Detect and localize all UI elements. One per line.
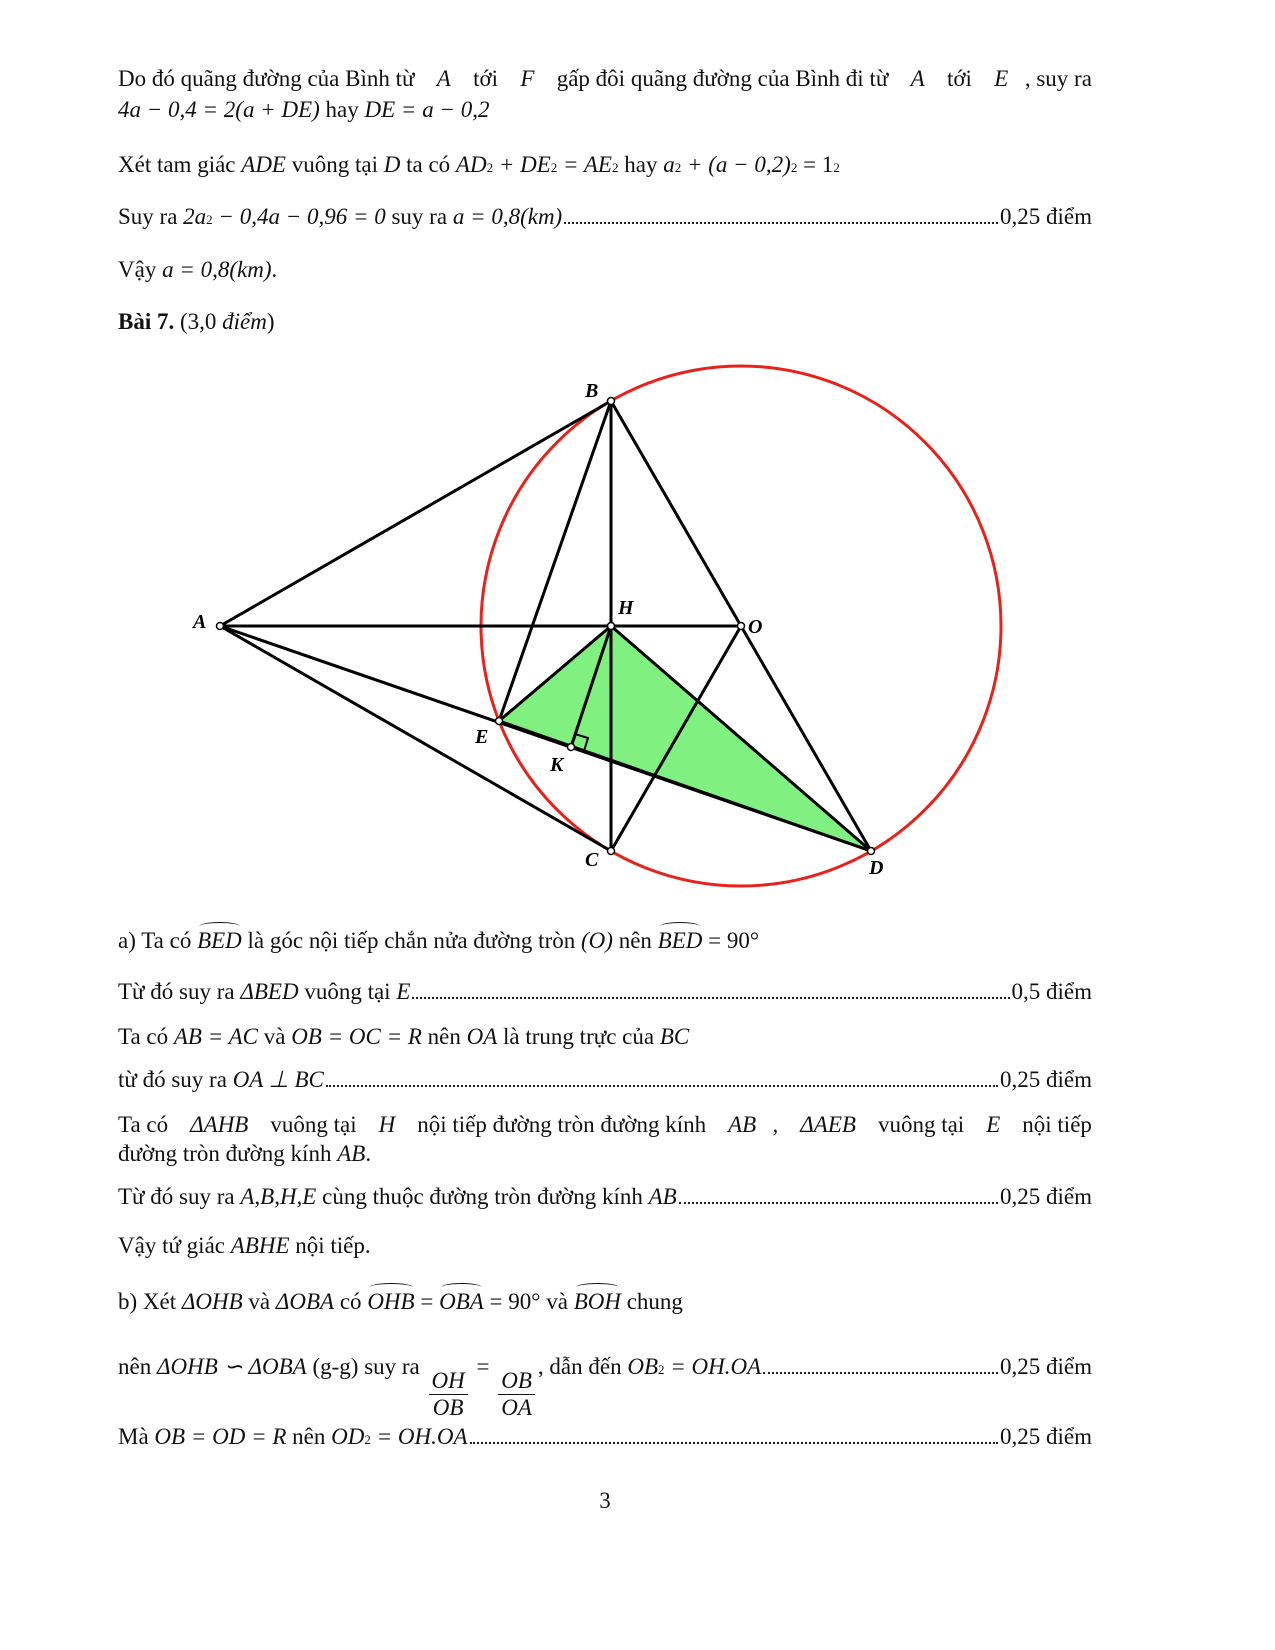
text-segment: đường tròn đường kính [118,1141,338,1166]
math-text: E [396,979,411,1004]
math-text: 4a − 0,4 = 2(a + DE) [118,97,320,122]
math-text: OB [627,1354,658,1379]
text-line [118,204,1092,230]
label-c: C [585,849,599,871]
text-segment: từ đó suy ra [118,1067,233,1092]
text-segment: (3,0 [174,309,223,334]
text-segment: Bài 7. [118,309,175,334]
text-segment: Từ đó suy ra [118,1184,241,1209]
text-segment: 2 [364,1432,371,1447]
text-segment: là góc nội tiếp chắn nửa đường tròn [241,928,581,953]
text-segment: nội tiếp. [289,1233,371,1258]
math-text: ΔOHB [181,1289,243,1314]
text-segment: Từ đó suy ra [118,979,241,1004]
text-segment: suy ra [385,204,453,229]
text-line [118,97,1092,123]
angle-notation: OHB [367,1289,415,1314]
math-text: OB = OD = R [154,1424,287,1449]
text-line [118,1289,1092,1315]
math-text: D [383,152,401,177]
math-text: A,B,H,E [240,1184,317,1209]
text-line [118,1141,1092,1167]
score-label: 0,25 điểm [1000,1424,1092,1449]
math-text: + DE [493,152,551,177]
text-segment: a) Ta có [118,928,198,953]
math-text: BC [659,1024,690,1049]
math-text: OA [466,1024,498,1049]
point-e [496,718,503,725]
math-text: a = 0,8(km) [452,204,563,229]
segment-ad [220,626,871,851]
math-text: OA ⊥ BC [232,1067,324,1092]
text-segment: tới [941,66,978,91]
math-text: DE = a − 0,2 [364,97,490,122]
math-text: = OH.OA [370,1424,468,1449]
text-segment: nội tiếp [1016,1112,1092,1137]
text-line [118,152,1092,178]
math-text: H [378,1112,396,1137]
dot-leader [412,997,1009,999]
score-label: 0,25 điểm [1000,204,1092,229]
text-segment: (g-g) suy ra [306,1354,426,1379]
fraction-numerator: OB [498,1368,535,1395]
math-text: a [663,152,675,177]
dot-leader [470,1442,998,1444]
text-segment: vuông tại [872,1112,970,1137]
text-segment: gấp đôi quãng đường của Bình đi từ [550,66,895,91]
math-text: OD [331,1424,365,1449]
text-segment: vuông tại [285,152,384,177]
label-b: B [585,380,599,402]
text-segment: tới [467,66,504,91]
text-segment: có [334,1289,368,1314]
dot-leader [326,1085,998,1087]
math-text: a = 0,8(km) [162,257,272,282]
math-text: ΔAHB [190,1112,249,1137]
math-text: ΔOBA [275,1289,335,1314]
math-text: điểm [222,309,267,334]
point-o [738,623,745,630]
math-text: 2a [183,204,207,229]
text-line [118,1067,1092,1093]
text-segment: 2 [674,160,682,175]
math-text: = AE [557,152,612,177]
text-segment: , dẫn đến [537,1354,628,1379]
page-number: 3 [599,1488,611,1513]
text-line [118,928,1092,954]
point-k [568,744,575,751]
math-text: OB = OC = R [291,1024,422,1049]
text-segment: chung [620,1289,683,1314]
text-segment: 2 [486,160,494,175]
text-line [118,1112,1092,1138]
text-segment: Ta có [118,1112,174,1137]
text-segment: Vậy [118,257,163,282]
math-text: E [994,66,1009,91]
text-segment: và [242,1289,276,1314]
label-e: E [475,726,489,748]
text-segment: = 90° và [483,1289,574,1314]
text-segment: ta có [400,152,456,177]
text-segment: cùng thuộc đường tròn đường kính [316,1184,649,1209]
math-text: E [986,1112,1001,1137]
math-text: (O) [581,928,613,953]
point-h [608,623,615,630]
dot-leader [763,1372,998,1374]
text-segment: Mà [118,1424,155,1449]
text-line [118,309,1092,335]
text-segment: nên [286,1424,332,1449]
text-segment: nên [118,1354,157,1379]
text-segment: 2 [612,160,619,175]
angle-notation: OBA [439,1289,484,1314]
text-segment: 2 [206,212,213,227]
label-d: D [869,857,884,879]
text-segment: nên [421,1024,467,1049]
segment-ab [220,401,611,626]
math-text: AB = AC [173,1024,258,1049]
text-segment: vuông tại [298,979,397,1004]
text-segment: Ta có [118,1024,174,1049]
fraction-denominator: OA [501,1395,532,1420]
text-line [118,979,1092,1005]
math-text: AB [728,1112,757,1137]
text-segment: và [257,1024,292,1049]
text-segment: = [470,1354,496,1379]
score-label: 0,25 điểm [1000,1354,1092,1379]
score-label: 0,5 điểm [1011,979,1092,1004]
text-segment: , suy ra [1024,66,1092,91]
fraction-numerator: OH [429,1368,468,1395]
text-segment: Vậy tứ giác [118,1233,231,1258]
math-text: AB [648,1184,677,1209]
math-text: ΔBED [240,979,299,1004]
dot-leader [564,222,998,224]
fraction-denominator: OB [432,1395,464,1420]
text-segment: nên [612,928,658,953]
text-segment: . [271,257,278,282]
angle-notation: BOH [573,1289,621,1314]
text-segment: hay [319,97,365,122]
text-segment: b) Xét [118,1289,182,1314]
point-c [608,848,615,855]
score-label: 0,25 điểm [1000,1067,1092,1092]
math-text: ΔAEB [800,1112,856,1137]
text-segment: 2 [833,160,840,175]
text-segment: 2 [790,160,798,175]
score-label: 0,25 điểm [1000,1184,1092,1209]
text-segment: . [365,1141,372,1166]
math-text: AB [337,1141,366,1166]
text-segment: 2 [658,1362,665,1377]
text-segment: , [772,1112,784,1137]
text-line [118,1184,1092,1210]
math-text: F [520,66,535,91]
point-d [868,848,875,855]
math-text: ΔOHB ∽ ΔOBA [156,1354,307,1379]
text-segment: vuông tại [264,1112,363,1137]
math-text: − 0,4a − 0,96 = 0 [212,204,386,229]
label-h: H [618,597,634,619]
math-text: + (a − 0,2) [681,152,791,177]
text-segment: ) [266,309,275,334]
math-text: A [910,66,925,91]
text-line [118,1354,1092,1420]
text-segment: Xét tam giác [118,152,242,177]
angle-notation: BED [657,928,703,953]
text-segment: 2 [550,160,558,175]
fraction [429,1368,468,1421]
text-segment: = [414,1289,440,1314]
point-b [608,398,615,405]
text-line [118,1024,1092,1050]
text-line [118,66,1092,92]
text-segment: = 90° [702,928,760,953]
math-text: AD [455,152,487,177]
text-line [118,257,1092,283]
text-segment: Suy ra [118,204,184,229]
math-text: = OH.OA [664,1354,762,1379]
math-text: ABHE [230,1233,290,1258]
angle-notation: BED [197,928,242,953]
text-segment: là trung trực của [497,1024,660,1049]
label-o: O [748,616,763,638]
text-segment: = 1 [797,152,834,177]
point-a [217,623,224,630]
text-line [118,1233,1092,1259]
label-k: K [550,754,564,776]
text-line [118,1424,1092,1450]
fraction [498,1368,535,1421]
text-segment: hay [618,152,664,177]
text-segment: Do đó quãng đường của Bình từ [118,66,421,91]
label-a: A [193,611,207,633]
math-text: A [436,66,451,91]
text-segment: nội tiếp đường tròn đường kính [411,1112,712,1137]
dot-leader [679,1202,998,1204]
math-text: ADE [241,152,286,177]
